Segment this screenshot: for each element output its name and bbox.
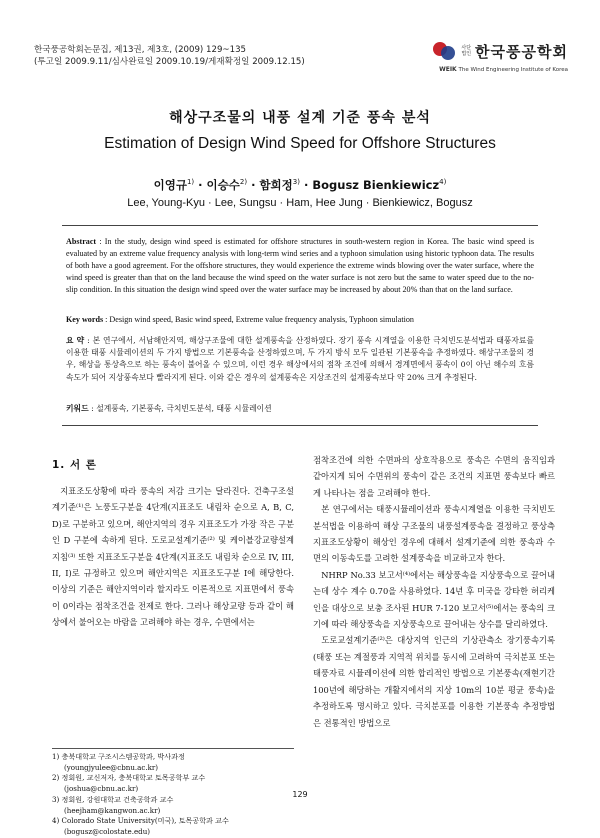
authors-korean [0,177,600,193]
keywords-korean [66,403,534,415]
keywords [66,314,534,326]
submission-dates: (투고일 2009.9.11/심사완료일 2009.10.19/게재확정일 2009.12.15) [34,57,305,67]
paragraph: 지표조도상황에 따라 풍속의 저감 크기는 달라진다. 건축구조설계기준⁽¹⁾은 노풍도구분을 4단계(지표조도 내림차 순으로 A, B, C, D)로 구분하고 있으며, 해안지역의 경우 지표조도가 가장 작은 구분인 D 구분에 속하게 된다. 도로교설계기준⁽²⁾ 및 케이블강교량설계지침⁽³⁾ 또한 지표조도구분을 4단계(지표조도 내림차 순으로 IV, III, II, I)로 규정하고 있으며 해안지역은 지표조도구분 I에 해당한다. 이상의 기준은 해안지역이라 할지라도 이론적으로 지표면에서 풍속이 0이라는 점착조건을 전제로 한다. 그러나 해상교량 등과 같이 해상에서 불어오는 바람을 고려해야 하는 경우, 수면에서는 [52,486,295,628]
society-logo [431,40,568,62]
author-name: 이승수 [206,178,240,192]
journal-header [34,44,305,68]
author-name: Bogusz Bienkiewicz [312,178,440,192]
left-column [52,483,294,631]
abstract-text: : In the study, design wind speed is estimated for offshore structures in south-western region in Korea. The basic wind speed is evaluated by an extreme value frequency analysis with long-term wind series and a typhoon simulation using historic typhoon data. The results of both have a good agreement. For the offshore structures, they would experience the extreme winds blowing over the water surface, where the wind speed is greater than that on the land because the wind speed on the water surface is not zero but the same to water speed due to the no-slip condition. In this situation the design wind speed over the water surface may be increased by about 20% than that on the land surface. [66,237,534,294]
society-emblem-icon [431,40,457,62]
author-affil-mark: 4) [439,178,447,187]
keywords-label: Key words [66,315,104,324]
society-english-name [439,66,568,73]
author-name: 이영규 [153,178,187,192]
summary-label: 요 약 [66,336,85,345]
footnote: 1) 충북대학교 구조시스템공학과, 박사과정 (youngjyulee@cbnu.ac.kr) [52,752,185,772]
abstract-bottom-rule [62,425,538,426]
summary-korean [66,335,534,384]
section-title: 서 론 [69,459,97,471]
keywords-text: : Design wind speed, Basic wind speed, Extreme value frequency analysis, Typhoon simulation [103,315,414,324]
author-separator: · [247,178,260,192]
abstract-label: Abstract [66,237,97,246]
society-name: 한국풍공학회 [475,42,568,61]
society-english: The Wind Engineering Institute of Korea [458,67,568,73]
section-number: 1. [52,459,66,471]
title-korean: 해상구조물의 내풍 설계 기준 풍속 분석 [169,110,431,126]
keywords-korean-label: 키워드 [66,404,89,413]
journal-citation: 한국풍공학회논문집, 제13권, 제3호, (2009) 129~135 [34,45,247,55]
author-affil-mark: 3) [292,178,300,187]
paragraph: 도로교설계기준⁽²⁾은 대상지역 인근의 기상관측소 장기풍속기록(태풍 또는 계절풍과 지역적 위치를 동시에 고려하여 극치분포 또는 태풍자료 시뮬레이션에 의한 합리적인 방법으로 기본풍속(재현기간 100년에 해당하는 개활지에서의 지상 10m의 10분 평균 풍속)을 추정하도록 명시하고 있다. 극치분포를 이용한 기본풍속 추정방법은 전통적인 방법으로 [313,635,555,728]
paragraph: 점착조건에 의한 수면파의 상호작용으로 풍속은 수면의 움직임과 같아지게 되어 수면위의 풍속이 같은 조건의 지표면 풍속보다 빠르게 나타나는 점을 고려해야 한다. [313,455,555,498]
footnote: 3) 정회원, 강원대학교 건축공학과 교수 (heejham@kangwon.ac.kr) [52,794,174,815]
summary-text: : 본 연구에서, 서남해안지역, 해상구조물에 대한 설계풍속을 산정하였다. 장기 풍속 시계열을 이용한 극치빈도분석법과 태풍자료를 이용한 태풍 시뮬레이션의 두 가지 방법으로 기본풍속을 산정하였으며, 두 가지 방식 모두 일관된 기본풍속을 추정하였다. 해상구조물의 경우, 해상을 통상측으로 하는 풍속이 불어올 수 있으며, 이런 경우 해상에서의 점착 조건에 의해서 경계면에서 풍속이 0이 아닌 해수의 흐름속도가 되어 지상풍속보다 빨라지게 된다. 이와 같은 경우의 설계풍속은 지상조건의 설계풍속보다 약 20% 크게 추정된다. [66,336,534,382]
abstract-top-rule [62,225,538,226]
footnote: 4) Colorado State University(미국), 토목공학과 교수 (bogusz@colostate.edu) [52,816,229,836]
author-affil-mark: 1) [186,178,195,187]
author-separator: · [299,178,313,192]
page-number: 129 [292,790,308,799]
title-english: Estimation of Design Wind Speed for Offshore Structures [104,135,496,152]
section-heading [52,457,97,472]
author-separator: · [194,178,207,192]
author-affil-mark: 2) [239,178,248,187]
paragraph: 본 연구에서는 태풍시뮬레이션과 풍속시계열을 이용한 극치빈도분석법을 이용하여 해상 구조물의 내풍설계풍속을 결정하고 풍상측 지표조도상황이 해상인 경우에 대해서 설계기준에 의한 풍속과 수면의 이동속도를 고려한 설계풍속을 비교하고자 한다. [313,504,555,564]
logo-corporate-label: 사단 법인 [461,45,472,57]
abstract [66,236,534,296]
footnote: 2) 정회원, 교신저자, 충북대학교 토목공학부 교수 (joshua@cbnu.ac.kr) [52,773,206,794]
author-name: 함희정 [259,178,293,192]
paragraph: NHRP No.33 보고서⁽⁴⁾에서는 해상풍속을 지상풍속으로 끌어내는데 상수 계수 0.70을 사용하였다. 14년 후 미국을 강타한 허리케인을 대상으로 보충 조사된 HUR 7-120 보고서⁽⁵⁾에서는 풍속의 크기에 따라 해상풍속을 지상풍속으로 끌어내는 상수를 달리하였다. [313,569,555,630]
footnote-rule [52,748,294,749]
weik-abbrev: WEIK [439,66,457,73]
right-column [313,452,555,731]
authors-english: Lee, Young-Kyu · Lee, Sungsu · Ham, Hee Jung · Bienkiewicz, Bogusz [127,197,473,209]
keywords-korean-text: : 설계풍속, 기본풍속, 극치빈도분석, 태풍 시뮬레이션 [88,404,272,413]
